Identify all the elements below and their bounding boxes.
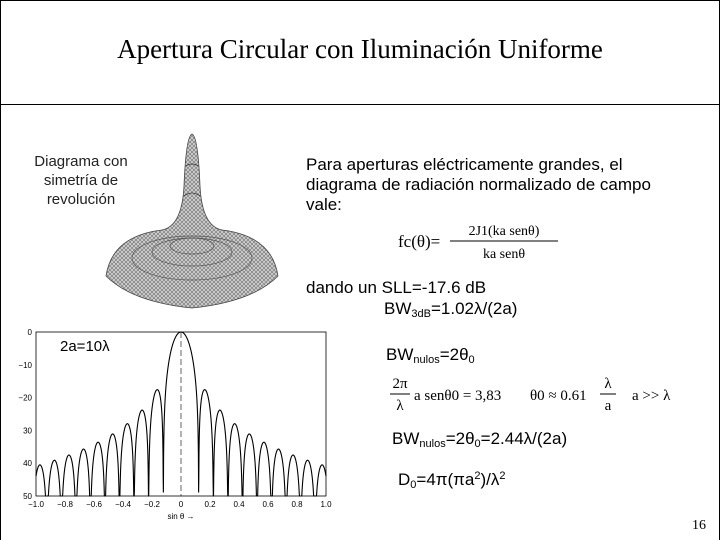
y-tick-label: 30 bbox=[23, 426, 32, 436]
x-tick-label: −0.4 bbox=[115, 500, 131, 509]
theta0-den: a bbox=[604, 398, 612, 414]
null-den: λ bbox=[396, 398, 404, 414]
x-tick-label: 1.0 bbox=[320, 500, 332, 509]
x-tick-label: 0.8 bbox=[291, 500, 303, 509]
x-tick-label: −0.6 bbox=[86, 500, 102, 509]
theta0-approx: θ0 ≈ 0.61 bbox=[530, 388, 587, 404]
condition: a >> λ bbox=[632, 388, 671, 404]
null-rest: a senθ0 = 3,83 bbox=[414, 388, 502, 404]
theta0-num: λ bbox=[604, 376, 612, 392]
y-tick-label: −10 bbox=[18, 360, 32, 370]
sll-line: dando un SLL=-17.6 dB bbox=[306, 278, 487, 297]
x-tick-label: 0.4 bbox=[233, 500, 245, 509]
chart-axes bbox=[36, 332, 326, 496]
x-tick-label: −0.2 bbox=[144, 500, 160, 509]
formula-numerator: 2J1(ka senθ) bbox=[468, 224, 540, 239]
title-divider bbox=[0, 104, 720, 105]
directivity-line: $D_0=4\pi(\pi a^2)/\lambda^2$ bbox=[398, 470, 506, 491]
formula-lhs: fc(θ)= bbox=[398, 232, 441, 251]
x-tick-label: 0 bbox=[178, 500, 184, 509]
slide-title: Apertura Circular con Iluminación Uniforme bbox=[117, 34, 603, 64]
pattern-chart bbox=[0, 322, 338, 522]
y-tick-label: 0 bbox=[27, 328, 32, 337]
bw3db-line: $BW_{3dB}=1.02\lambda/(2a)$ bbox=[384, 299, 518, 320]
x-tick-label: 0.6 bbox=[262, 500, 274, 509]
chart-ticks bbox=[18, 328, 332, 509]
x-tick-label: −0.8 bbox=[57, 500, 73, 509]
formula-denominator: ka senθ bbox=[482, 247, 526, 262]
null-num: 2π bbox=[392, 376, 408, 392]
page-number: 16 bbox=[692, 518, 706, 533]
3d-caption: Diagrama con simetría de revolución bbox=[34, 153, 128, 208]
aperture-label: 2a=10λ bbox=[60, 338, 110, 355]
x-tick-label: −1.0 bbox=[28, 500, 44, 509]
y-tick-label: 50 bbox=[23, 492, 32, 501]
x-tick-label: 0.2 bbox=[204, 500, 216, 509]
x-axis-label: sin θ → bbox=[167, 512, 195, 521]
bwnulos-line: $BW_{nulos}=2\theta_0$ bbox=[386, 345, 475, 366]
null-formula bbox=[390, 372, 690, 418]
field-formula bbox=[398, 218, 566, 264]
bwnulos-result: $BW_{nulos}=2\theta_0=2.44\lambda/(2a)$ bbox=[392, 429, 568, 450]
y-tick-label: −20 bbox=[18, 393, 32, 403]
y-tick-label: 40 bbox=[23, 459, 32, 469]
intro-paragraph: Para aperturas eléctricamente grandes, el diagrama de radiación normalizado de campo vale: bbox=[306, 155, 651, 214]
